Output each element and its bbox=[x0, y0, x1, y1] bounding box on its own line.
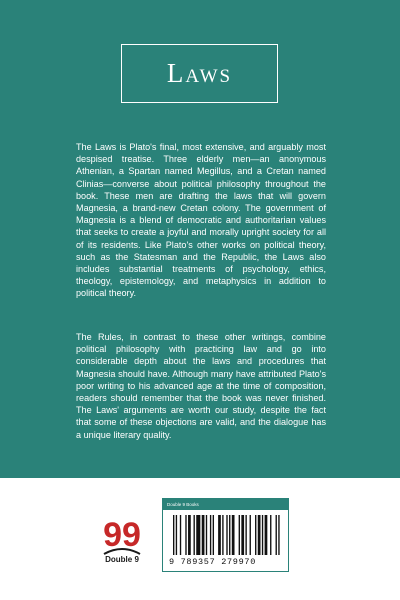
barcode-digits: 9 789357 279970 bbox=[169, 557, 257, 567]
imprint-label: Double 9 Books bbox=[163, 499, 288, 510]
title-frame bbox=[121, 44, 278, 103]
barcode bbox=[173, 515, 281, 555]
description-paragraph-2: The Rules, in contrast to these other writings, combine political philosophy with practicing law and go into considerable depth about the laws and procedures that Magnesia should have. Although many have attributed Plato's poor writing to his advanced age at the time of composition, readers should remember that the book was never finished. The Laws' arguments are worth our study, despite the fact that some of these objections are valid, and the dialogue has a unique literary quality. bbox=[76, 332, 326, 440]
barcode-panel bbox=[162, 498, 289, 572]
publisher-logo bbox=[98, 514, 146, 568]
book-title: Laws bbox=[166, 58, 233, 88]
logo-wordmark: Double 9 bbox=[105, 555, 139, 564]
double-9-logo-icon bbox=[98, 514, 146, 568]
svg-text:99: 99 bbox=[103, 516, 141, 554]
description-paragraph-1: The Laws is Plato's final, most extensive, and arguably most despised treatise. Three elderly men—an anonymous Athenian, a Spartan named Megillus, and a Cretan named Clinias—converse about political philosophy throughout the book. These men are drafting the laws that will govern Magnesia, a brand-new Cretan colony. The government of Magnesia is a blend of democratic and authoritarian values that seeks to create a joyful and morally upright society for all of its residents. Like Plato's other works on political theory, such as the Statesman and the Republic, the Laws also includes substantial treatments of psychology, ethics, theology, epistemology, and metaphysics in addition to political theory. bbox=[76, 142, 326, 299]
